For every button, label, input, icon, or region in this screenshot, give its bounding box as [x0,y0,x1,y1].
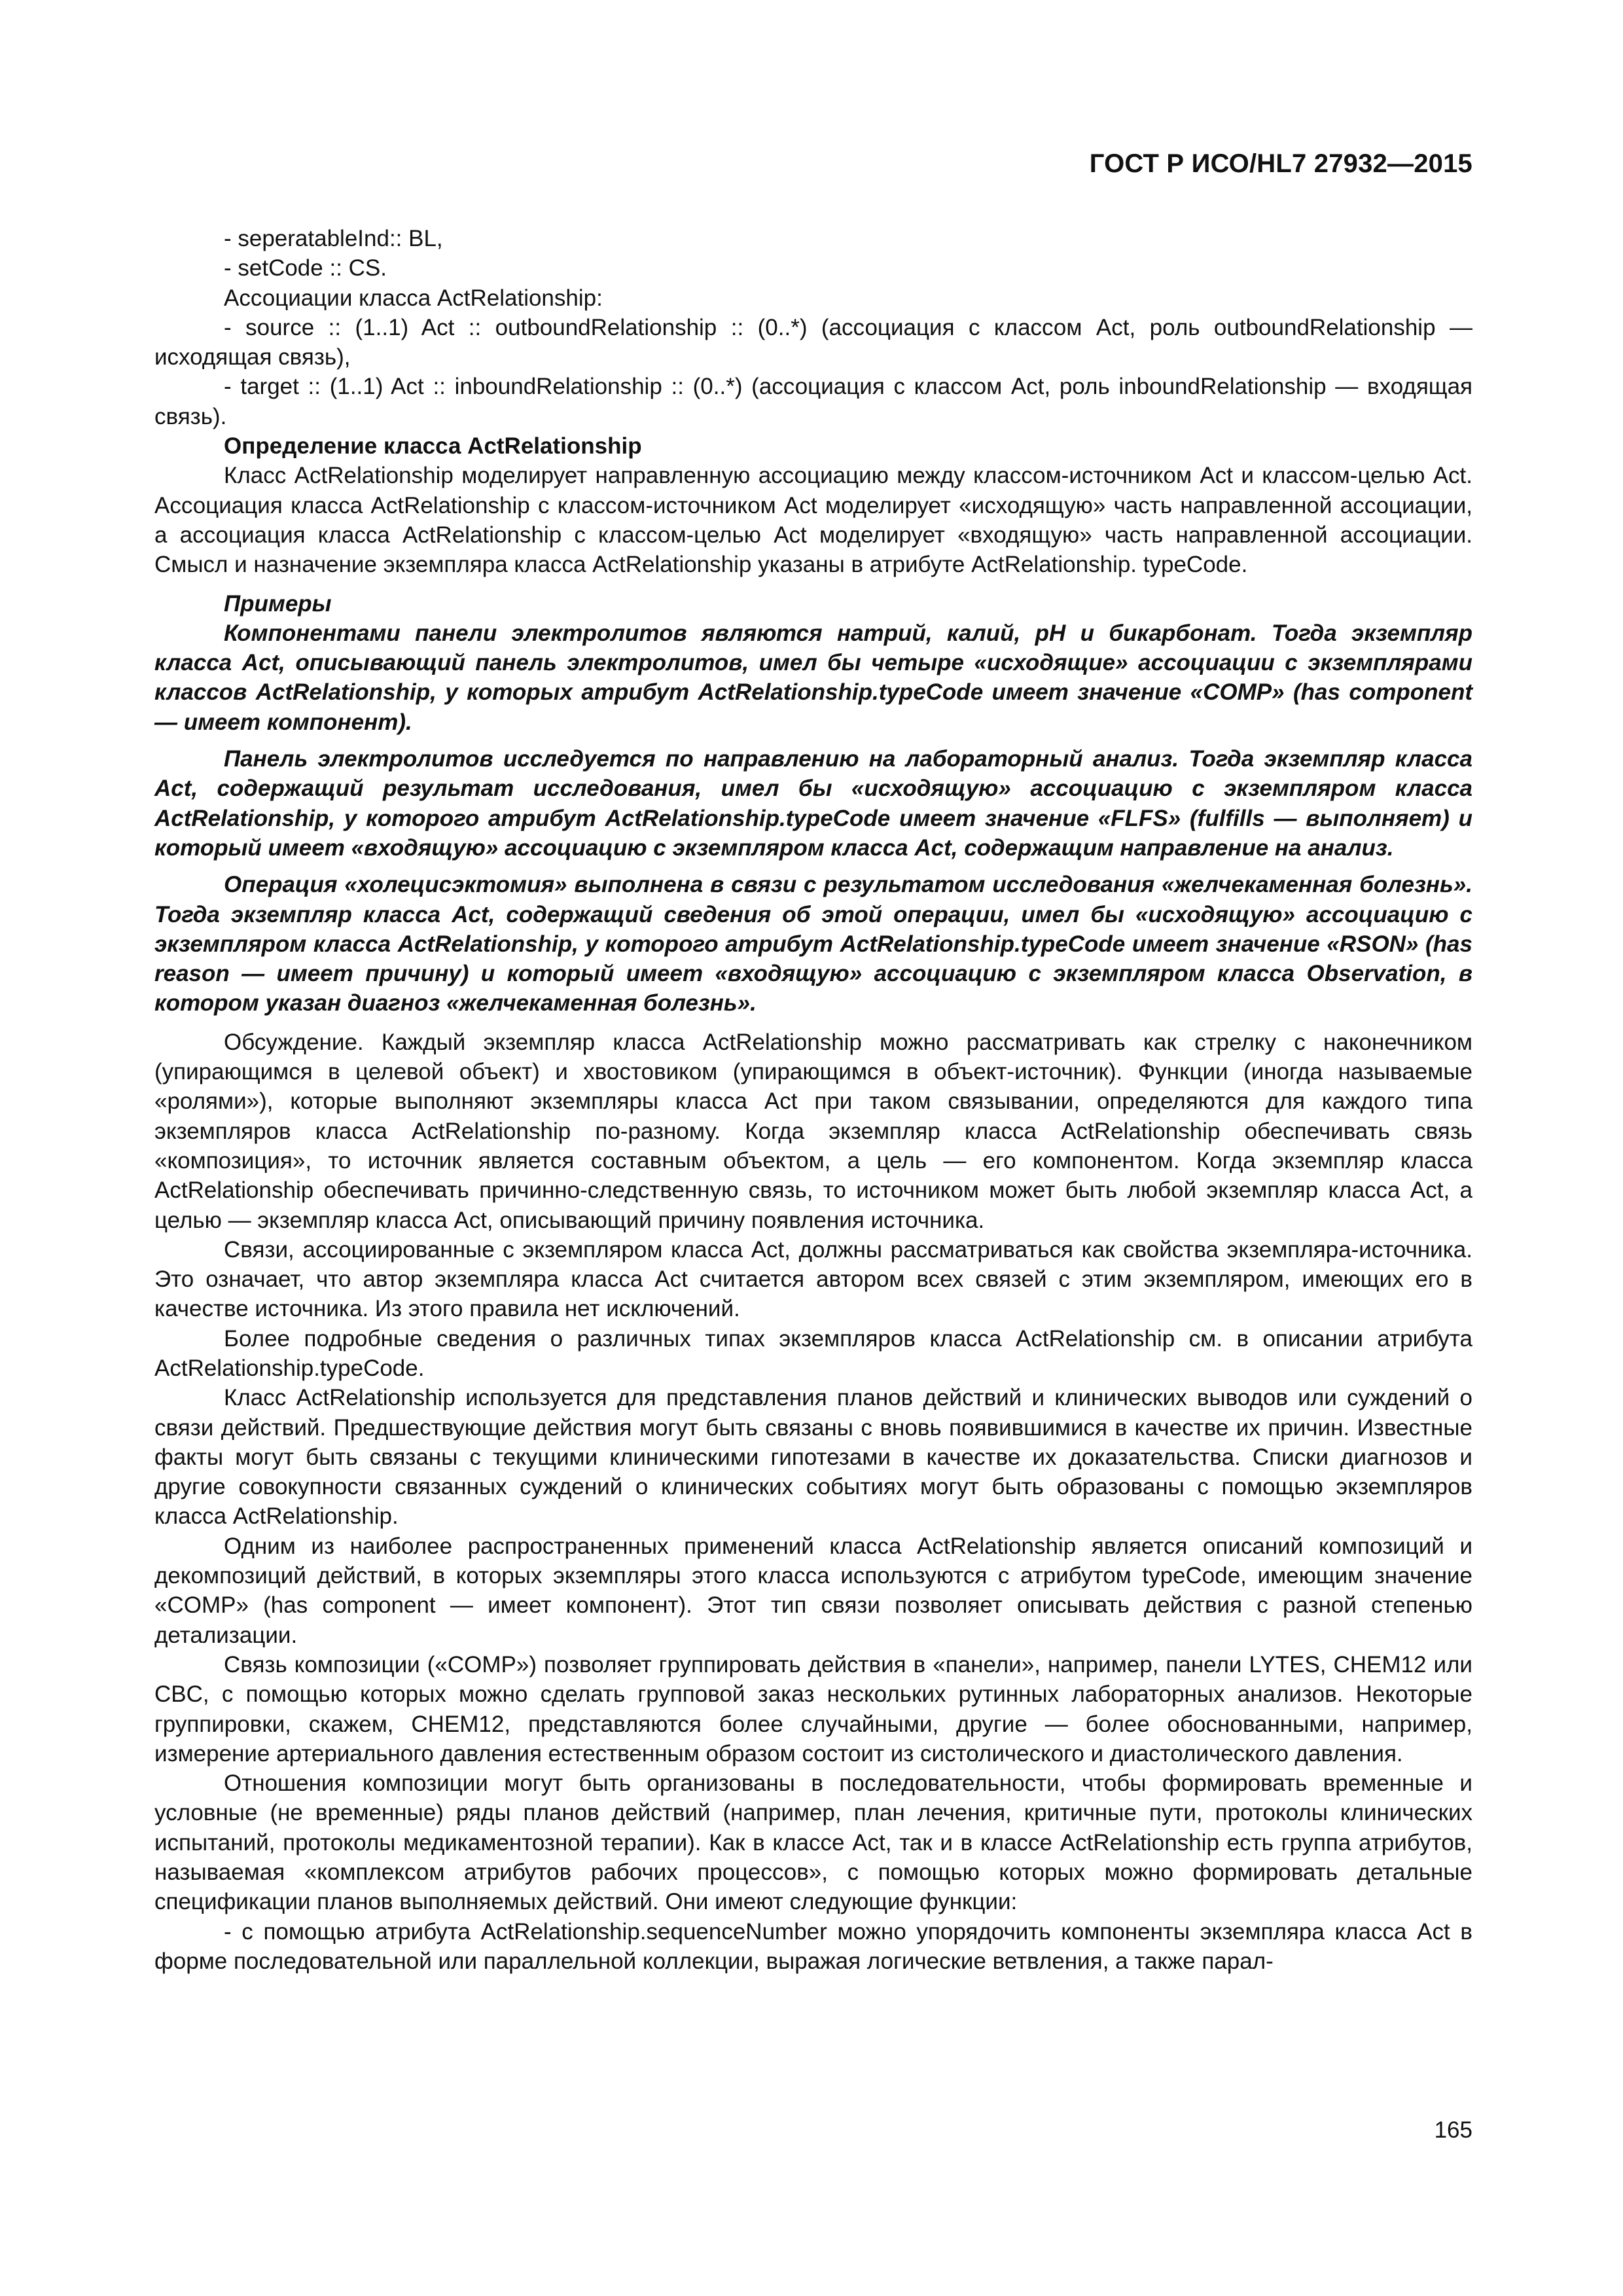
list-item: - source :: (1..1) Act :: outboundRelationship :: (0..*) (ассоциация с классом Act, роль outboundRelationship — исходящая связь), [154,314,1472,370]
paragraph: Одним из наиболее распространенных применений класса ActRelationship является описаний композиций и декомпозиций действий, в которых экземпляры этого класса используются с атрибутом typeCode, имеющим значение «COMP» (has component — имеет компонент). Этот тип связи позволяет описывать действия с разной степенью детализации. [154,1533,1472,1648]
examples-heading: Примеры [224,590,332,617]
paragraph: Класс ActRelationship моделирует направленную ассоциацию между классом-источником Act и классом-целью Act. Ассоциация класса ActRelationship с классом-источником Act моделирует «исходящую» часть направленной ассоциации, а ассоциация класса ActRelationship с классом-целью Act моделирует «входящую» часть направленной ассоциации. Смысл и назначение экземпляра класса ActRelationship указаны в атрибуте ActRelationship. typeCode. [154,463,1472,578]
standard-header: ГОСТ Р ИСО/HL7 27932—2015 [1089,149,1472,178]
list-item: - setCode :: CS. [224,255,387,281]
paragraph: Ассоциации класса ActRelationship: [224,285,603,311]
page-body [154,224,1472,1976]
section-heading: Определение класса ActRelationship [224,433,642,459]
document-page [154,0,1472,2296]
paragraph: Отношения композиции могут быть организованы в последовательности, чтобы формировать временные и условные (не временные) ряды планов действий (например, план лечения, критичные пути, протоколы клинических испытаний, протоколы медикаментозной терапии). Как в классе Act, так и в классе ActRelationship есть группа атрибутов, называемая «комплексом атрибутов рабочих процессов», с помощью которых можно формировать детальные спецификации планов выполняемых действий. Они имеют следующие функции: [154,1770,1472,1915]
list-item: - с помощью атрибута ActRelationship.sequenceNumber можно упорядочить компоненты экземпляра класса Act в форме последовательной или параллельной коллекции, выражая логические ветвления, а также парал- [154,1918,1472,1974]
paragraph: Связь композиции («COMP») позволяет группировать действия в «панели», например, панели LYTES, CHEM12 или CBC, с помощью которых можно сделать групповой заказ нескольких рутинных лабораторных анализов. Некоторые группировки, скажем, CHEM12, представляются более случайными, другие — более обоснованными, например, измерение артериального давления естественным образом состоит из систолического и диастолического давления. [154,1651,1472,1767]
paragraph: Более подробные сведения о различных типах экземпляров класса ActRelationship см. в описании атрибута ActRelationship.typeCode. [154,1325,1472,1381]
list-item: - target :: (1..1) Act :: inboundRelationship :: (0..*) (ассоциация с классом Act, роль inboundRelationship — входящая связь). [154,374,1472,429]
paragraph: Обсуждение. Каждый экземпляр класса ActRelationship можно рассматривать как стрелку с наконечником (упирающимся в целевой объект) и хвостовиком (упирающимся в объект-источник). Функции (иногда называемые «ролями»), которые выполняют экземпляры класса Act при таком связывании, определяются для каждого типа экземпляров класса ActRelationship по-разному. Когда экземпляр класса ActRelationship обеспечивать связь «композиция», то источник является составным объектом, а цель — его компонентом. Когда экземпляр класса ActRelationship обеспечивать причинно-следственную связь, то источником может быть любой экземпляр класса Act, а целью — экземпляр класса Act, описывающий причину появления источника. [154,1029,1472,1233]
example-paragraph: Операция «холецисэктомия» выполнена в связи с результатом исследования «желчекаменная болезнь». Тогда экземпляр класса Act, содержащий сведения об этой операции, имел бы «исходящую» ассоциацию с экземпляром класса ActRelationship, у которого атрибут ActRelationship.typeCode имеет значение «RSON» (has reason — имеет причину) и который имеет «входящую» ассоциацию с экземпляром класса Observation, в котором указан диагноз «желчекаменная болезнь». [154,872,1472,1016]
example-paragraph: Панель электролитов исследуется по направлению на лабораторный анализ. Тогда экземпляр класса Act, содержащий результат исследования, имел бы «исходящую» ассоциацию с экземпляром класса ActRelationship, у которого атрибут ActRelationship.typeCode имеет значение «FLFS» (fulfills — выполняет) и который имеет «входящую» ассоциацию с экземпляром класса Act, содержащим направление на анализ. [154,746,1472,861]
paragraph: Класс ActRelationship используется для представления планов действий и клинических выводов или суждений о связи действий. Предшествующие действия могут быть связаны с вновь появившимися в качестве их причин. Известные факты могут быть связаны с текущими клиническими гипотезами в качестве их доказательства. Списки диагнозов и другие совокупности связанных суждений о клинических событиях могут быть образованы с помощью экземпляров класса ActRelationship. [154,1385,1472,1530]
list-item: - seperatableInd:: BL, [224,226,443,251]
paragraph: Связи, ассоциированные с экземпляром класса Act, должны рассматриваться как свойства экземпляра-источника. Это означает, что автор экземпляра класса Act считается автором всех связей с этим экземпляром, имеющих его в качестве источника. Из этого правила нет исключений. [154,1236,1472,1322]
example-paragraph: Компонентами панели электролитов являются натрий, калий, pH и бикарбонат. Тогда экземпляр класса Act, описывающий панель электролитов, имел бы четыре «исходящие» ассоциации с экземплярами классов ActRelationship, у которых атрибут ActRelationship.typeCode имеет значение «COMP» (has component — имеет компонент). [154,620,1472,735]
page-number: 165 [1434,2117,1472,2143]
